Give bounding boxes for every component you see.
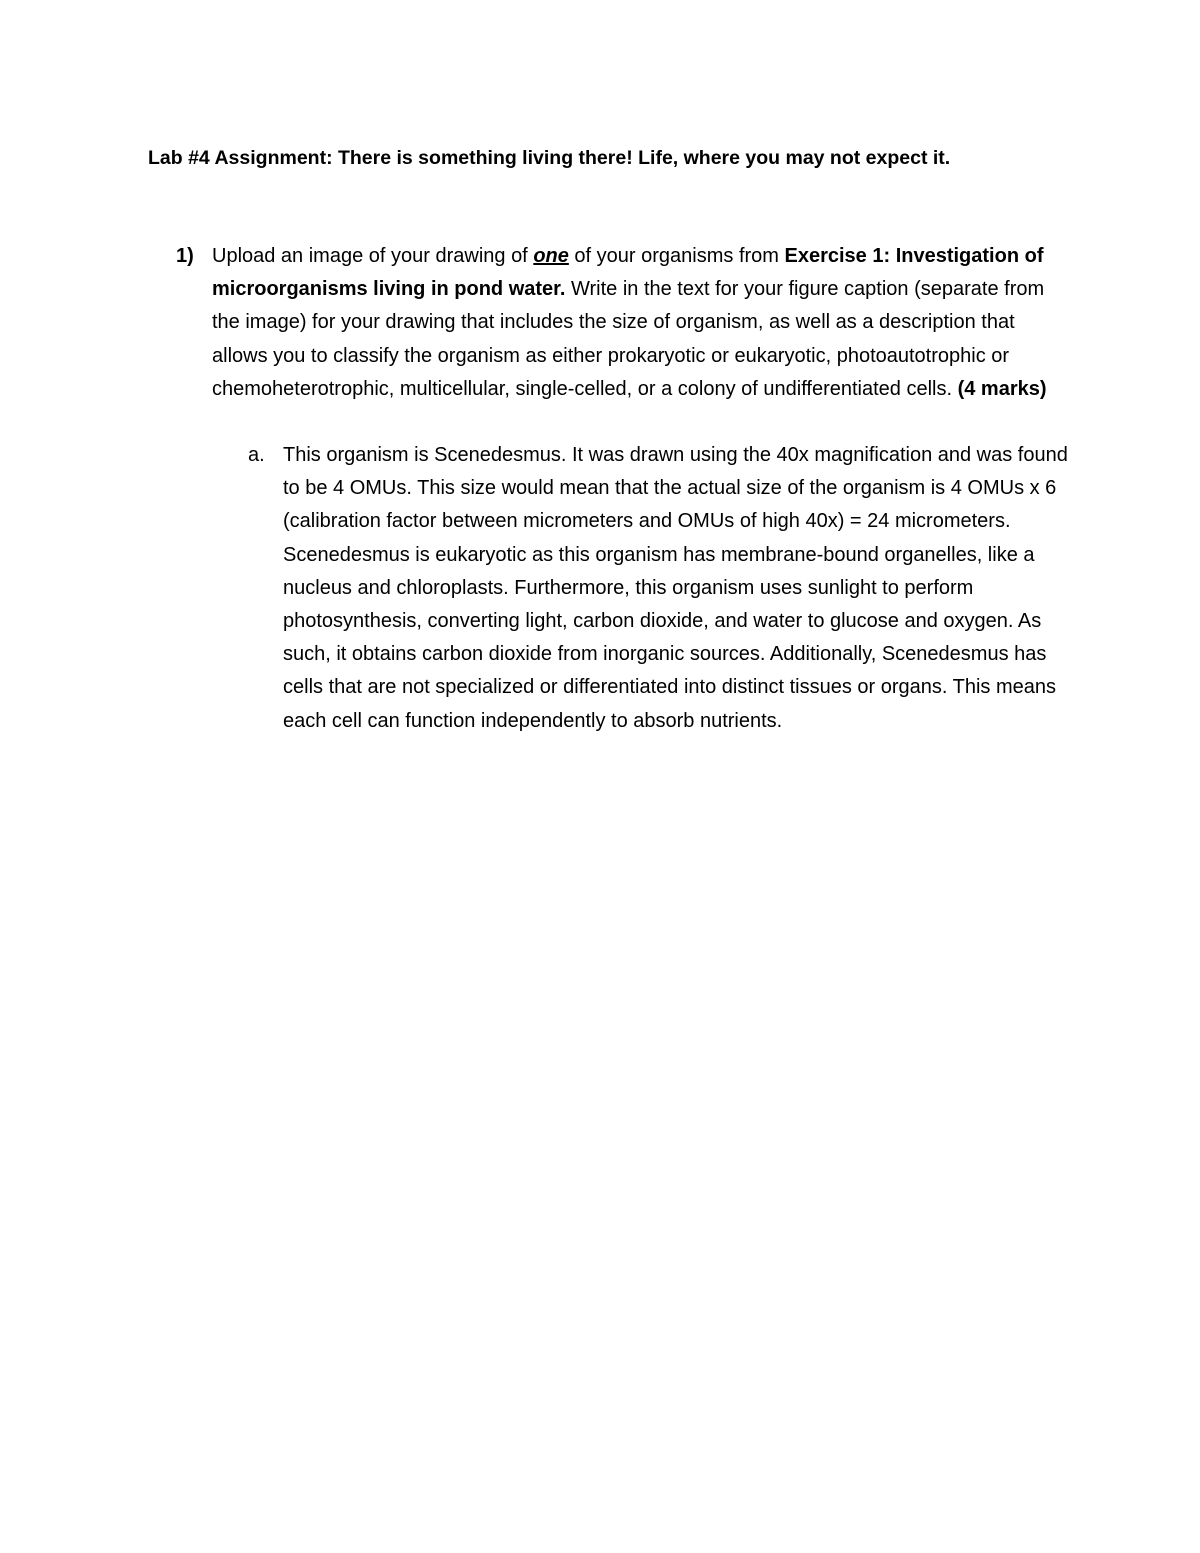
answer-text: This organism is Scenedesmus. It was drawn using the 40x magnification and was found to be 4 OMUs. This size would mean that the actual size of the organism is 4 OMUs x 6 (calibration factor between micrometers and OMUs of high 40x) = 24 micrometers. Scenedesmus is eukaryotic as this organism has membrane-bound organelles, like a nucleus and chloroplasts. Furthermore, this organism uses sunlight to perform photosynthesis, converting light, carbon dioxide, and water to glucose and oxygen. As such, it obtains carbon dioxide from inorganic sources. Additionally, Scenedesmus has cells that are not specialized or differentiated into distinct tissues or organs. This means each cell can function independently to absorb nutrients. [283, 444, 1068, 732]
question-number: 1) [176, 245, 194, 267]
document-title: Lab #4 Assignment: There is something living there! Life, where you may not expect it. [148, 147, 951, 169]
question-text [212, 240, 1067, 406]
question-text-part2: of your organisms from [568, 245, 785, 267]
question-emphasis: one [533, 245, 569, 267]
question-text-part1: Upload an image of your drawing of [212, 245, 534, 267]
exercise-reference: Exercise 1: Investigation of microorganisms living in pond water. [212, 245, 1044, 301]
question-text-part3: Write in the text for your figure caption (separate from the image) for your drawing that includes the size of organism, as well as a description that allows you to classify the organism as either prokaryotic or eukaryotic, photoautotrophic or chemoheterotrophic, multicellular, single-celled, or a colony of undifferentiated cells. [212, 278, 1045, 400]
marks-label: (4 marks) [957, 377, 1047, 400]
answer-letter: a. [248, 444, 265, 466]
